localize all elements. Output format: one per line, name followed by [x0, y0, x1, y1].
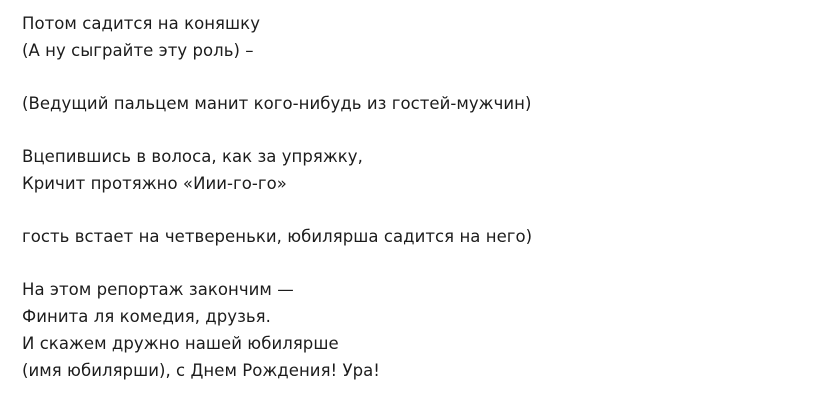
text-line: Потом садится на коняшку [22, 14, 261, 33]
stanza-1 [22, 10, 815, 64]
text-line: На этом репортаж закончим — [22, 280, 294, 299]
text-line: (имя юбилярши), с Днем Рождения! Ура! [22, 361, 380, 380]
text-line: (А ну сыграйте эту роль) – [22, 41, 254, 60]
stanza-2 [22, 90, 815, 117]
text-line: Вцепившись в волоса, как за упряжку, [22, 147, 363, 166]
stanza-3 [22, 143, 815, 197]
text-line: Финита ля комедия, друзья. [22, 307, 271, 326]
text-line: И скажем дружно нашей юбилярше [22, 334, 339, 353]
text-line: гость встает на четвереньки, юбилярша садится на него) [22, 227, 533, 246]
text-line: (Ведущий пальцем манит кого-нибудь из гостей-мужчин) [22, 94, 532, 113]
stanza-5 [22, 276, 815, 384]
text-line: Кричит протяжно «Иии-го-го» [22, 174, 287, 193]
stanza-4 [22, 223, 815, 250]
